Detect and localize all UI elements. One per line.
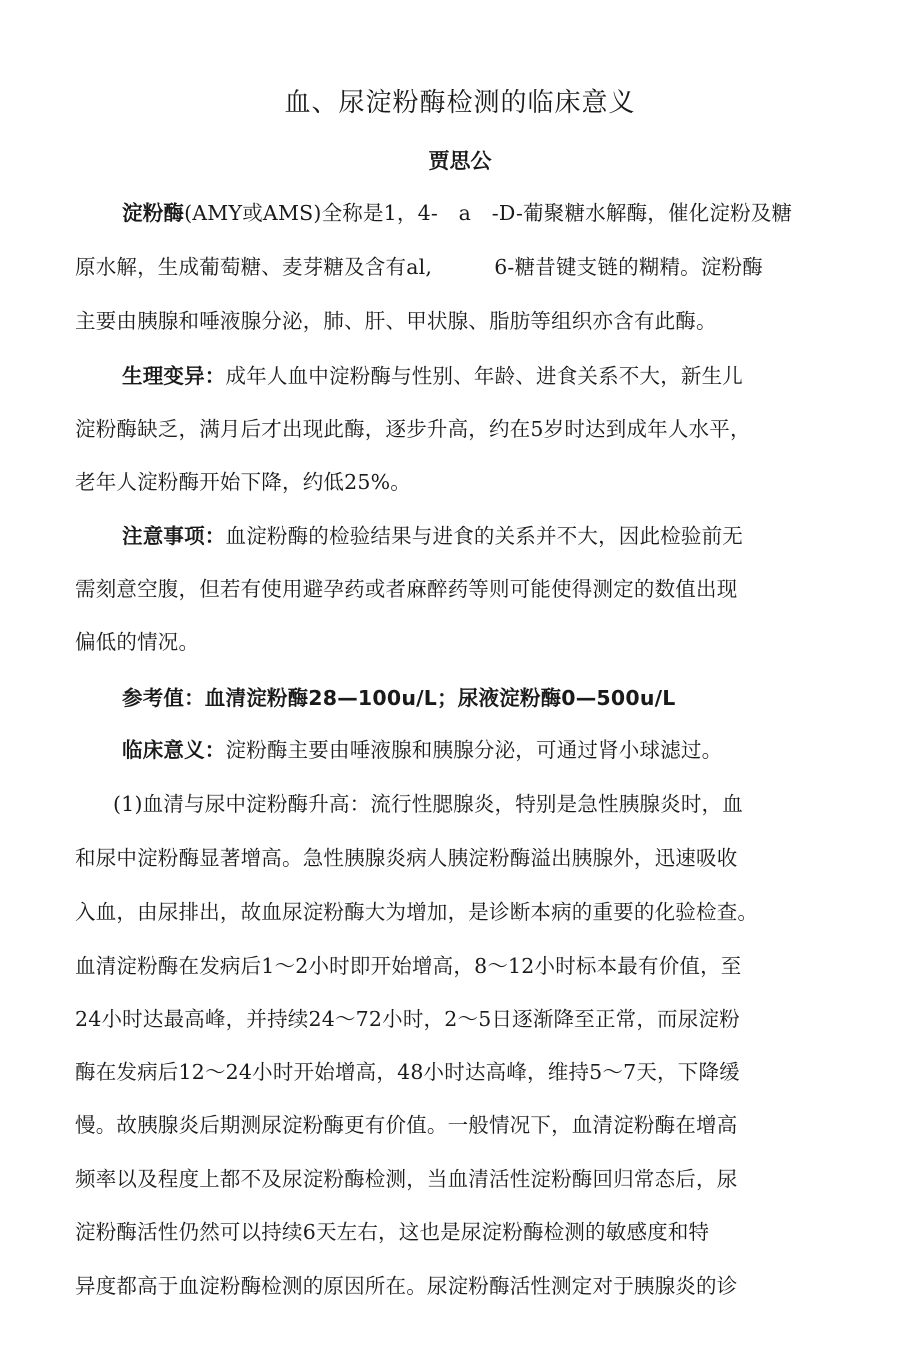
item1-line-6: 酶在发病后12～24小时开始增高，48小时达高峰，维持5～7天，下降缓 xyxy=(75,1060,740,1084)
notes-line-1 xyxy=(122,522,743,550)
notes-heading: 注意事项： xyxy=(122,524,226,548)
intro-term: 淀粉酶 xyxy=(122,201,185,225)
notes-line-3: 偏低的情况。 xyxy=(75,630,200,654)
physiology-line-1 xyxy=(122,362,743,390)
document-title: 血、尿淀粉酶检测的临床意义 xyxy=(284,88,636,118)
item1-line-10: 异度都高于血淀粉酶检测的原因所在。尿淀粉酶活性测定对于胰腺炎的诊 xyxy=(75,1274,738,1298)
notes-line-2: 需刻意空腹，但若有使用避孕药或者麻醉药等则可能使得测定的数值出现 xyxy=(75,577,738,601)
item1-line-3: 入血，由尿排出，故血尿淀粉酶大为增加，是诊断本病的重要的化验检查。 xyxy=(75,900,759,924)
item1-line-2: 和尿中淀粉酶显著增高。急性胰腺炎病人胰淀粉酶溢出胰腺外，迅速吸收 xyxy=(75,846,738,870)
intro-line-3: 主要由胰腺和唾液腺分泌，肺、肝、甲状腺、脂肪等组织亦含有此酶。 xyxy=(75,309,717,333)
clinical-line-1-text: 淀粉酶主要由唾液腺和胰腺分泌，可通过肾小球滤过。 xyxy=(225,738,723,762)
intro-line-2: 原水解，生成葡萄糖、麦芽糖及含有al, 6-糖昔键支链的糊精。淀粉酶 xyxy=(75,255,763,279)
item1-line-7: 慢。故胰腺炎后期测尿淀粉酶更有价值。一般情况下，血清淀粉酶在增高 xyxy=(75,1113,738,1137)
item1-line-4: 血清淀粉酶在发病后1～2小时即开始增高，8～12小时标本最有价值，至 xyxy=(75,954,742,978)
intro-line-1-text: (AMY或AMS)全称是1，4- a -D-葡聚糖水解酶，催化淀粉及糖 xyxy=(184,201,793,225)
intro-line-1 xyxy=(122,199,792,227)
physiology-line-1-text: 成年人血中淀粉酶与性别、年龄、进食关系不大，新生儿 xyxy=(225,364,743,388)
physiology-line-3: 老年人淀粉酶开始下降，约低25%。 xyxy=(75,470,411,494)
physiology-heading: 生理变异： xyxy=(122,364,226,388)
item1-line-1: (1)血清与尿中淀粉酶升高：流行性腮腺炎，特别是急性胰腺炎时，血 xyxy=(113,792,743,816)
notes-line-1-text: 血淀粉酶的检验结果与进食的关系并不大，因此检验前无 xyxy=(225,524,743,548)
reference-values: 参考值：血清淀粉酶28—100u/L；尿液淀粉酶0—500u/L xyxy=(122,686,676,710)
clinical-heading: 临床意义： xyxy=(122,738,226,762)
physiology-line-2: 淀粉酶缺乏，满月后才出现此酶，逐步升高，约在5岁时达到成年人水平， xyxy=(75,417,751,441)
clinical-line-1 xyxy=(122,736,722,764)
item1-line-9: 淀粉酶活性仍然可以持续6天左右，这也是尿淀粉酶检测的敏感度和特 xyxy=(75,1220,710,1244)
item1-line-5: 24小时达最高峰，并持续24～72小时，2～5日逐渐降至正常，而尿淀粉 xyxy=(75,1007,740,1031)
document-author: 贾思公 xyxy=(428,149,492,173)
item1-line-8: 频率以及程度上都不及尿淀粉酶检测，当血清活性淀粉酶回归常态后，尿 xyxy=(75,1167,738,1191)
